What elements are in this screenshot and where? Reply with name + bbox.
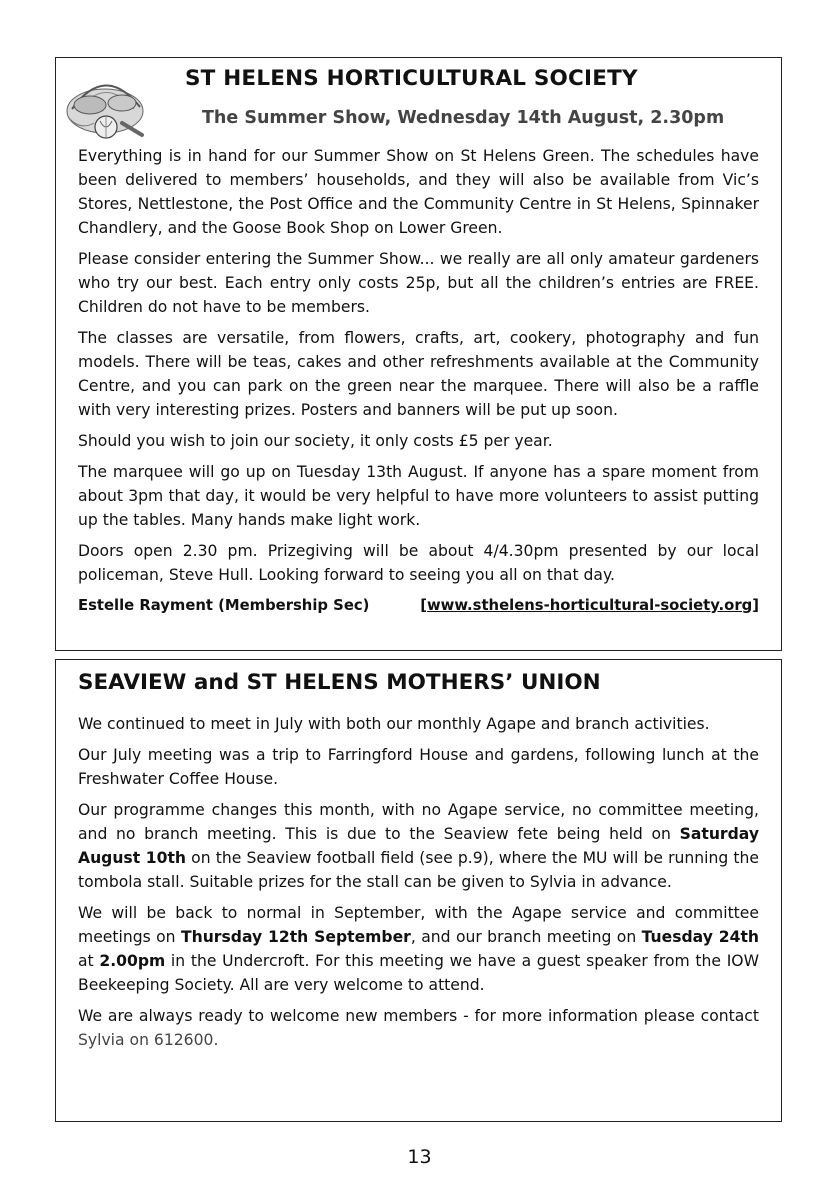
text-run: at bbox=[78, 952, 100, 970]
section-body bbox=[78, 712, 759, 1059]
section-body bbox=[78, 144, 759, 618]
text-run: , and our branch meeting on bbox=[410, 928, 642, 946]
text-run: on the Seaview football field (see p.9), where the MU will be running the tombola stall. Suitable prizes for the stall can be given to Sylvia in advance. bbox=[78, 849, 760, 891]
section-title: ST HELENS HORTICULTURAL SOCIETY bbox=[185, 66, 638, 91]
paragraph bbox=[78, 1004, 759, 1052]
page-number: 13 bbox=[407, 1146, 432, 1168]
paragraph bbox=[78, 901, 759, 997]
date-highlight: Thursday 12th September bbox=[180, 928, 411, 946]
paragraph: Our July meeting was a trip to Farringford House and gardens, following lunch at the Freshwater Coffee House. bbox=[78, 746, 759, 788]
paragraph: We continued to meet in July with both our monthly Agape and branch activities. bbox=[78, 715, 710, 733]
date-highlight: Saturday August 10th bbox=[78, 825, 759, 867]
paragraph: Doors open 2.30 pm. Prizegiving will be about 4/4.30pm presented by our local policeman, Steve Hull. Looking forward to seeing you all on that day. bbox=[78, 542, 759, 584]
contact-info: Sylvia on 612600. bbox=[78, 1031, 219, 1049]
paragraph: The classes are versatile, from flowers, crafts, art, cookery, photography and fun models. There will be teas, cakes and other refreshments available at the Community Centre, and you can park on the green near the marquee. There will also be a raffle with very interesting prizes. Posters and banners will be put up soon. bbox=[78, 329, 759, 419]
text-run: We will be back to normal in September, with the Agape service and committee meetings on bbox=[78, 904, 759, 946]
signature-line bbox=[78, 594, 759, 618]
website-link-wrapper: [www.sthelens-horticultural-society.org] bbox=[420, 597, 759, 614]
mothers-union-section bbox=[55, 659, 782, 1122]
paragraph: Please consider entering the Summer Show... we really are all only amateur gardeners who try our best. Each entry only costs 25p, but all the children’s entries are FREE. Children do not have to be members. bbox=[78, 250, 759, 316]
event-subtitle: The Summer Show, Wednesday 14th August, 2.30pm bbox=[202, 108, 725, 128]
horticultural-society-section bbox=[55, 57, 782, 651]
text-run: in the Undercroft. For this meeting we have a guest speaker from the IOW Beekeeping Society. All are very welcome to attend. bbox=[78, 952, 759, 994]
time-highlight: 2.00pm bbox=[99, 952, 166, 970]
website-link[interactable]: www.sthelens-horticultural-society.org bbox=[426, 597, 753, 614]
text-run: We are always ready to welcome new members - for more information please contact bbox=[78, 1007, 759, 1025]
section-title: SEAVIEW and ST HELENS MOTHERS’ UNION bbox=[78, 670, 601, 695]
signature: Estelle Rayment (Membership Sec) bbox=[78, 597, 370, 614]
vegetable-basket-illustration bbox=[60, 61, 150, 143]
text-run: Our programme changes this month, with no Agape service, no committee meeting, and no branch meeting. This is due to the Seaview fete being held on bbox=[78, 801, 759, 843]
paragraph: The marquee will go up on Tuesday 13th August. If anyone has a spare moment from about 3pm that day, it would be very helpful to have more volunteers to assist putting up the tables. Many hands make light work. bbox=[78, 463, 759, 529]
paragraph bbox=[78, 798, 759, 894]
paragraph: Should you wish to join our society, it only costs £5 per year. bbox=[78, 432, 553, 450]
paragraph: Everything is in hand for our Summer Show on St Helens Green. The schedules have been delivered to members’ households, and they will also be available from Vic’s Stores, Nettlestone, the Post Office and the Community Centre in St Helens, Spinnaker Chandlery, and the Goose Book Shop on Lower Green. bbox=[78, 147, 759, 237]
date-highlight: Tuesday 24th bbox=[641, 928, 760, 946]
